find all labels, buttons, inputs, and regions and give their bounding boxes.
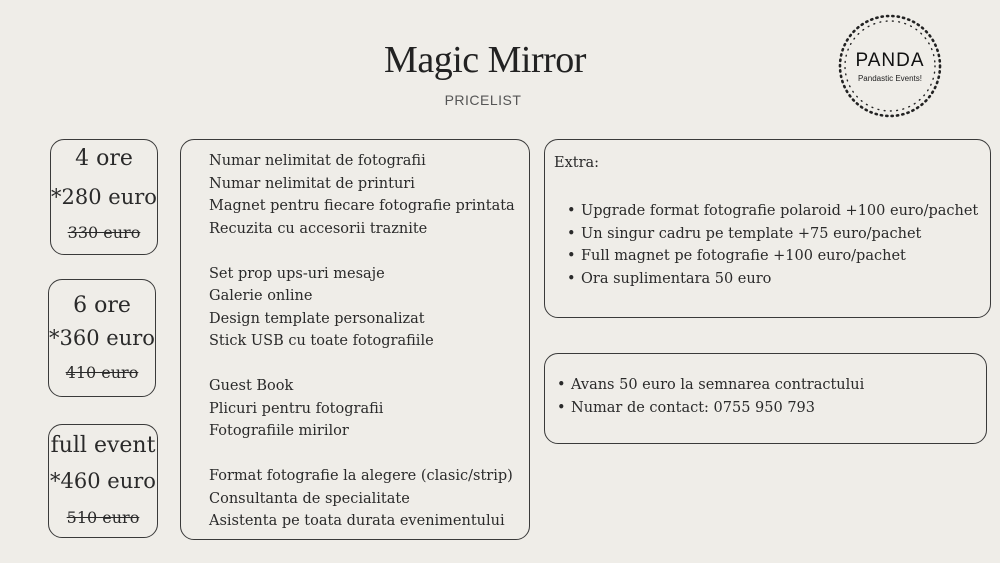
extras-title: Extra: (554, 155, 600, 171)
package-old-price: 510 euro (66, 508, 140, 527)
features-group (209, 465, 529, 533)
feature-item: Numar nelimitat de fotografii (209, 153, 426, 169)
feature-item: Numar nelimitat de printuri (209, 175, 415, 192)
info-item: • Avans 50 euro la semnarea contractului (553, 374, 864, 397)
feature-item: Recuzita cu accesorii traznite (209, 220, 428, 237)
package-old-price: 410 euro (65, 363, 139, 382)
extras-item: • Ora suplimentara 50 euro (563, 268, 978, 291)
features-card (180, 139, 530, 540)
package-old-price: 330 euro (67, 223, 141, 242)
feature-item: Stick USB cu toate fotografiile (209, 333, 434, 349)
features-group (209, 375, 529, 443)
feature-item: Format fotografie la alegere (clasic/strip) (209, 468, 513, 484)
package-card-full-event (48, 424, 158, 538)
package-card-4-ore (50, 139, 158, 255)
page-title: Magic Mirror (384, 39, 586, 81)
feature-item: Asistenta pe toata durata evenimentului (209, 513, 505, 529)
extras-card (544, 139, 991, 318)
extras-item: • Upgrade format fotografie polaroid +100 euro/pachet (563, 200, 978, 223)
page-subtitle: PRICELIST (444, 92, 522, 108)
package-card-6-ore (48, 279, 156, 397)
package-hours: full event (50, 433, 156, 458)
info-item: • Numar de contact: 0755 950 793 (553, 397, 864, 420)
extras-item: • Full magnet pe fotografie +100 euro/pachet (563, 245, 978, 268)
features-group (209, 263, 529, 353)
package-hours: 6 ore (73, 293, 131, 318)
extras-list (563, 200, 978, 290)
feature-item: Consultanta de specialitate (209, 490, 410, 507)
package-hours: 4 ore (75, 146, 133, 171)
feature-item: Set prop ups-uri mesaje (209, 265, 385, 282)
info-list (553, 374, 864, 419)
features-group (209, 150, 529, 240)
package-price: *280 euro (51, 185, 157, 209)
feature-item: Magnet pentru fiecare fotografie printata (209, 198, 515, 214)
extras-item: • Un singur cadru pe template +75 euro/pachet (563, 223, 978, 246)
panda-logo (836, 12, 944, 120)
logo-tagline: Pandastic Events! (857, 74, 923, 83)
package-price: *460 euro (50, 469, 156, 493)
feature-item: Galerie online (209, 288, 313, 304)
feature-item: Guest Book (209, 378, 294, 394)
info-card (544, 353, 987, 444)
logo-name: PANDA (855, 50, 925, 71)
feature-item: Plicuri pentru fotografii (209, 400, 384, 417)
package-price: *360 euro (49, 326, 155, 350)
feature-item: Fotografiile mirilor (209, 423, 349, 439)
feature-item: Design template personalizat (209, 310, 425, 327)
